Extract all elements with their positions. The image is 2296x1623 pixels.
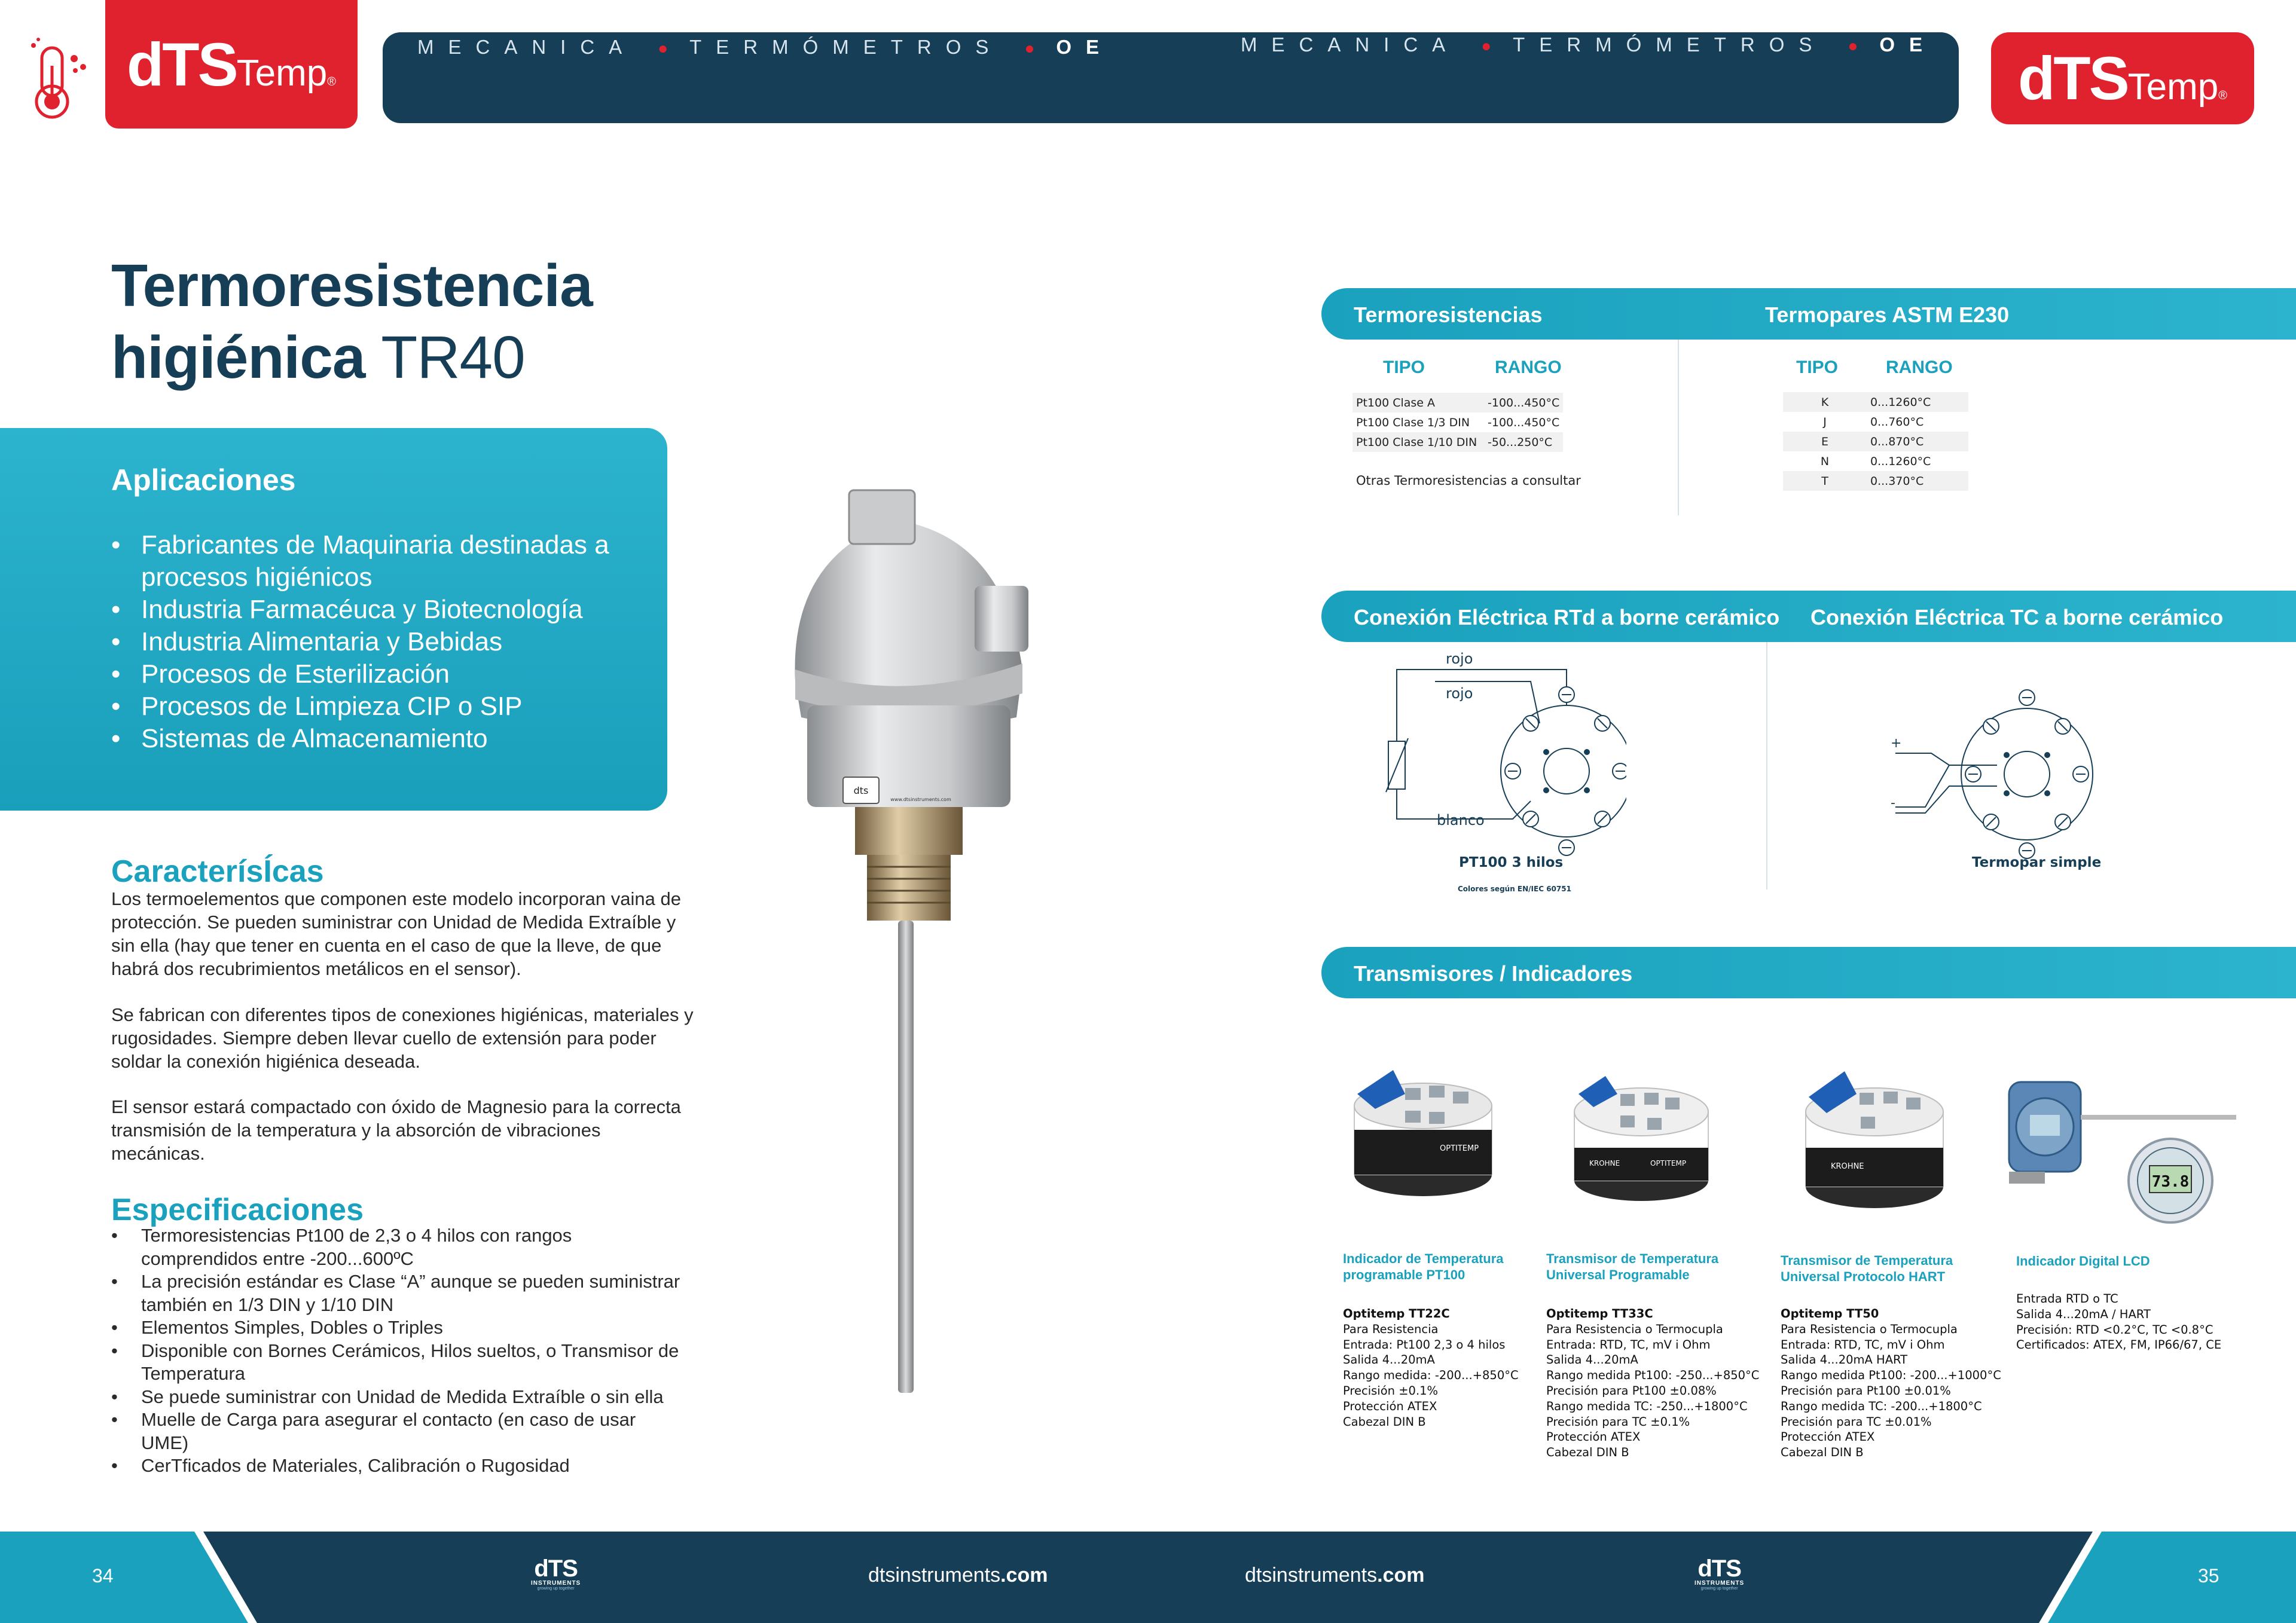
diagram-caption: Termopar simple bbox=[1972, 855, 2102, 870]
rtd-note: Otras Termoresistencias a consultar bbox=[1356, 473, 1581, 488]
list-item: • Industria Farmacéuca y Biotecnología bbox=[111, 594, 649, 626]
device-title: Transmisor de Temperatura Universal Protocolo HART bbox=[1781, 1253, 1953, 1284]
divider bbox=[1678, 340, 1679, 515]
section-bar-conexion: Conexión Eléctrica RTd a borne cerámico Conexión Eléctrica TC a borne cerámico bbox=[1321, 591, 2296, 642]
footer-website-link[interactable]: dtsinstruments.com bbox=[1245, 1564, 1425, 1587]
device-title: Indicador Digital LCD bbox=[2016, 1254, 2150, 1269]
brand-logo-right: dTSTemp® bbox=[1991, 32, 2254, 124]
svg-text:-: - bbox=[1891, 796, 1895, 811]
breadcrumb-left: MECANICA ● TERMÓMETROS ● OE bbox=[417, 36, 1114, 58]
list-item: • Termoresistencias Pt100 de 2,3 o 4 hilos con rangos comprendidos entre -200...600ºC bbox=[111, 1224, 685, 1270]
page-footer bbox=[0, 1532, 2296, 1623]
column-header-rango: RANGO bbox=[1495, 357, 1562, 377]
svg-text:KROHNE: KROHNE bbox=[1589, 1159, 1620, 1167]
tc-wiring-diagram bbox=[1883, 687, 2123, 861]
rtd-wiring-diagram bbox=[1375, 646, 1626, 867]
table-row: N 0...1260°C bbox=[1820, 454, 1931, 468]
footer-website-link[interactable]: dtsinstruments.com bbox=[868, 1564, 1048, 1587]
transmitter-tt22c-image bbox=[1339, 1052, 1507, 1202]
list-item: • Elementos Simples, Dobles o Triples bbox=[111, 1316, 685, 1340]
list-item: • Sistemas de Almacenamiento bbox=[111, 723, 649, 755]
svg-text:OPTITEMP: OPTITEMP bbox=[1440, 1144, 1479, 1153]
column-header-rango: RANGO bbox=[1886, 357, 1953, 377]
svg-text:rojo: rojo bbox=[1446, 685, 1473, 702]
table-row: K 0...1260°C bbox=[1783, 392, 1968, 412]
page-number-left: 34 bbox=[92, 1565, 114, 1587]
page-title: Termoresistencia higiénica TR40 bbox=[111, 252, 593, 391]
device-spec: Optitemp TT33C Para Resistencia o Termocupla Entrada: RTD, TC, mV i Ohm Salida 4...20mA Rango medida Pt100: -250...+850°C Precisión para Pt100 ±0.08% Rango medida TC: -250...+1800°C Precisión para TC ±0.1% Protección ATEX Cabezal DIN B bbox=[1546, 1307, 1760, 1460]
diagram-caption: PT100 3 hilos bbox=[1459, 855, 1564, 870]
caracteristicas-heading: CaracterísÍcas bbox=[111, 854, 324, 889]
breadcrumb-item[interactable]: MECANICA bbox=[417, 36, 637, 58]
list-item: • Procesos de Limpieza CIP o SIP bbox=[111, 690, 649, 723]
list-item: • Procesos de Esterilización bbox=[111, 658, 649, 690]
list-item: • Disponible con Bornes Cerámicos, Hilos sueltos, o Transmisor de Temperatura bbox=[111, 1340, 685, 1386]
paragraph: Los termoelementos que componen este modelo incorporan vaina de protección. Se pueden suministrar con Unidad de Medida Extraíble y sin ella (hay que tener en cuenta en el caso de que la lleve, de que habrá dos recubrimientos metálicos en el sensor). bbox=[111, 888, 681, 979]
list-item: • La precisión estándar es Clase “A” aunque se pueden suministrar también en 1/3 DIN y 1/10 DIN bbox=[111, 1270, 685, 1316]
especificaciones-heading: Especificaciones bbox=[111, 1193, 364, 1227]
divider bbox=[1766, 642, 1767, 890]
footer-logo-right: dTS INSTRUMENTS growing up together bbox=[1694, 1555, 1745, 1591]
footer-logo-left: dTS INSTRUMENTS growing up together bbox=[531, 1555, 581, 1591]
page-number-right: 35 bbox=[2198, 1565, 2219, 1587]
list-item: • Fabricantes de Maquinaria destinadas a procesos higiénicos bbox=[111, 529, 649, 594]
aplicaciones-heading: Aplicaciones bbox=[111, 463, 296, 497]
svg-text:+: + bbox=[1891, 736, 1902, 751]
breadcrumb-item[interactable]: OE bbox=[1056, 36, 1114, 58]
column-header-tipo: TIPO bbox=[1383, 357, 1425, 377]
table-row: T 0...370°C bbox=[1783, 471, 1968, 491]
table-row: E 0...870°C bbox=[1783, 432, 1968, 451]
aplicaciones-list bbox=[111, 529, 649, 755]
paragraph: Se fabrican con diferentes tipos de conexiones higiénicas, materiales y rugosidades. Siempre deben llevar cuello de extensión para poder soldar la conexión higiénica deseada. bbox=[111, 1004, 694, 1072]
footer-accent-right bbox=[2039, 1532, 2296, 1623]
svg-text:blanco: blanco bbox=[1437, 812, 1485, 829]
footer-accent-left bbox=[0, 1532, 257, 1623]
paragraph: El sensor estará compactado con óxido de Magnesio para la correcta transmisión de la temperatura y la absorción de vibraciones mecánicas. bbox=[111, 1096, 681, 1164]
transmitter-tt33c-image bbox=[1561, 1058, 1722, 1208]
breadcrumb-item[interactable]: OE bbox=[1879, 33, 1937, 56]
especificaciones-list bbox=[111, 1224, 685, 1478]
section-bar-rangos: Termoresistencias Termopares ASTM E230 bbox=[1321, 288, 2296, 340]
svg-text:rojo: rojo bbox=[1446, 650, 1473, 667]
table-row: Pt100 Clase 1/3 DIN -100...450°C bbox=[1356, 415, 1560, 429]
svg-text:dts: dts bbox=[853, 785, 869, 796]
svg-text:www.dtsinstruments.com: www.dtsinstruments.com bbox=[890, 797, 951, 802]
list-item: • Se puede suministrar con Unidad de Medida Extraíble o sin ella bbox=[111, 1386, 685, 1409]
tc-range-table bbox=[1783, 392, 1968, 491]
diagram-note: Colores según EN/IEC 60751 bbox=[1458, 885, 1571, 893]
svg-text:OPTITEMP: OPTITEMP bbox=[1650, 1159, 1687, 1167]
breadcrumb-item[interactable]: TERMÓMETROS bbox=[1513, 33, 1827, 56]
brand-logo-left: dTSTemp® bbox=[105, 0, 358, 129]
list-item: • Muelle de Carga para asegurar el contacto (en caso de usar UME) bbox=[111, 1408, 685, 1454]
svg-text:73.8: 73.8 bbox=[2151, 1173, 2190, 1191]
breadcrumb-item[interactable]: MECANICA bbox=[1241, 33, 1460, 56]
rtd-range-table bbox=[1352, 393, 1563, 452]
table-row: Pt100 Clase 1/10 DIN -50...250°C bbox=[1352, 432, 1563, 452]
list-item: • Industria Alimentaria y Bebidas bbox=[111, 626, 649, 658]
device-spec: Entrada RTD o TC Salida 4...20mA / HART Precisión: RTD <0.2°C, TC <0.8°C Certificados: ATEX, FM, IP66/67, CE bbox=[2016, 1292, 2222, 1352]
device-title: Indicador de Temperatura programable PT100 bbox=[1343, 1251, 1504, 1282]
column-header-tipo: TIPO bbox=[1796, 357, 1839, 377]
breadcrumb-right: MECANICA ● TERMÓMETROS ● OE bbox=[1241, 33, 1937, 56]
digital-lcd-indicator-image bbox=[1997, 1070, 2242, 1231]
thermometer-icon bbox=[26, 35, 92, 124]
device-spec: Optitemp TT50 Para Resistencia o Termocupla Entrada: RTD, TC, mV i Ohm Salida 4...20mA HART Rango medida Pt100: -200...+1000°C Precisión para Pt100 ±0.01% Rango medida TC: -200...+1800°C Precisión para TC ±0.01% Protección ATEX Cabezal DIN B bbox=[1781, 1307, 2001, 1460]
table-row: J 0...760°C bbox=[1823, 415, 1924, 429]
device-title: Transmisor de Temperatura Universal Programable bbox=[1546, 1251, 1719, 1282]
transmitter-tt50-image bbox=[1794, 1058, 1955, 1214]
temperature-sensor-head-image bbox=[771, 478, 1082, 1405]
table-row: Pt100 Clase A -100...450°C bbox=[1352, 393, 1563, 412]
breadcrumb-item[interactable]: TERMÓMETROS bbox=[689, 36, 1003, 58]
section-bar-transmisores: Transmisores / Indicadores bbox=[1321, 947, 2296, 998]
device-spec: Optitemp TT22C Para Resistencia Entrada: Pt100 2,3 o 4 hilos Salida 4...20mA Rango medida: -200...+850°C Precisión ±0.1% Protección ATEX Cabezal DIN B bbox=[1343, 1307, 1519, 1429]
svg-text:KROHNE: KROHNE bbox=[1831, 1162, 1864, 1171]
list-item: • CerTficados de Materiales, Calibración o Rugosidad bbox=[111, 1454, 685, 1478]
